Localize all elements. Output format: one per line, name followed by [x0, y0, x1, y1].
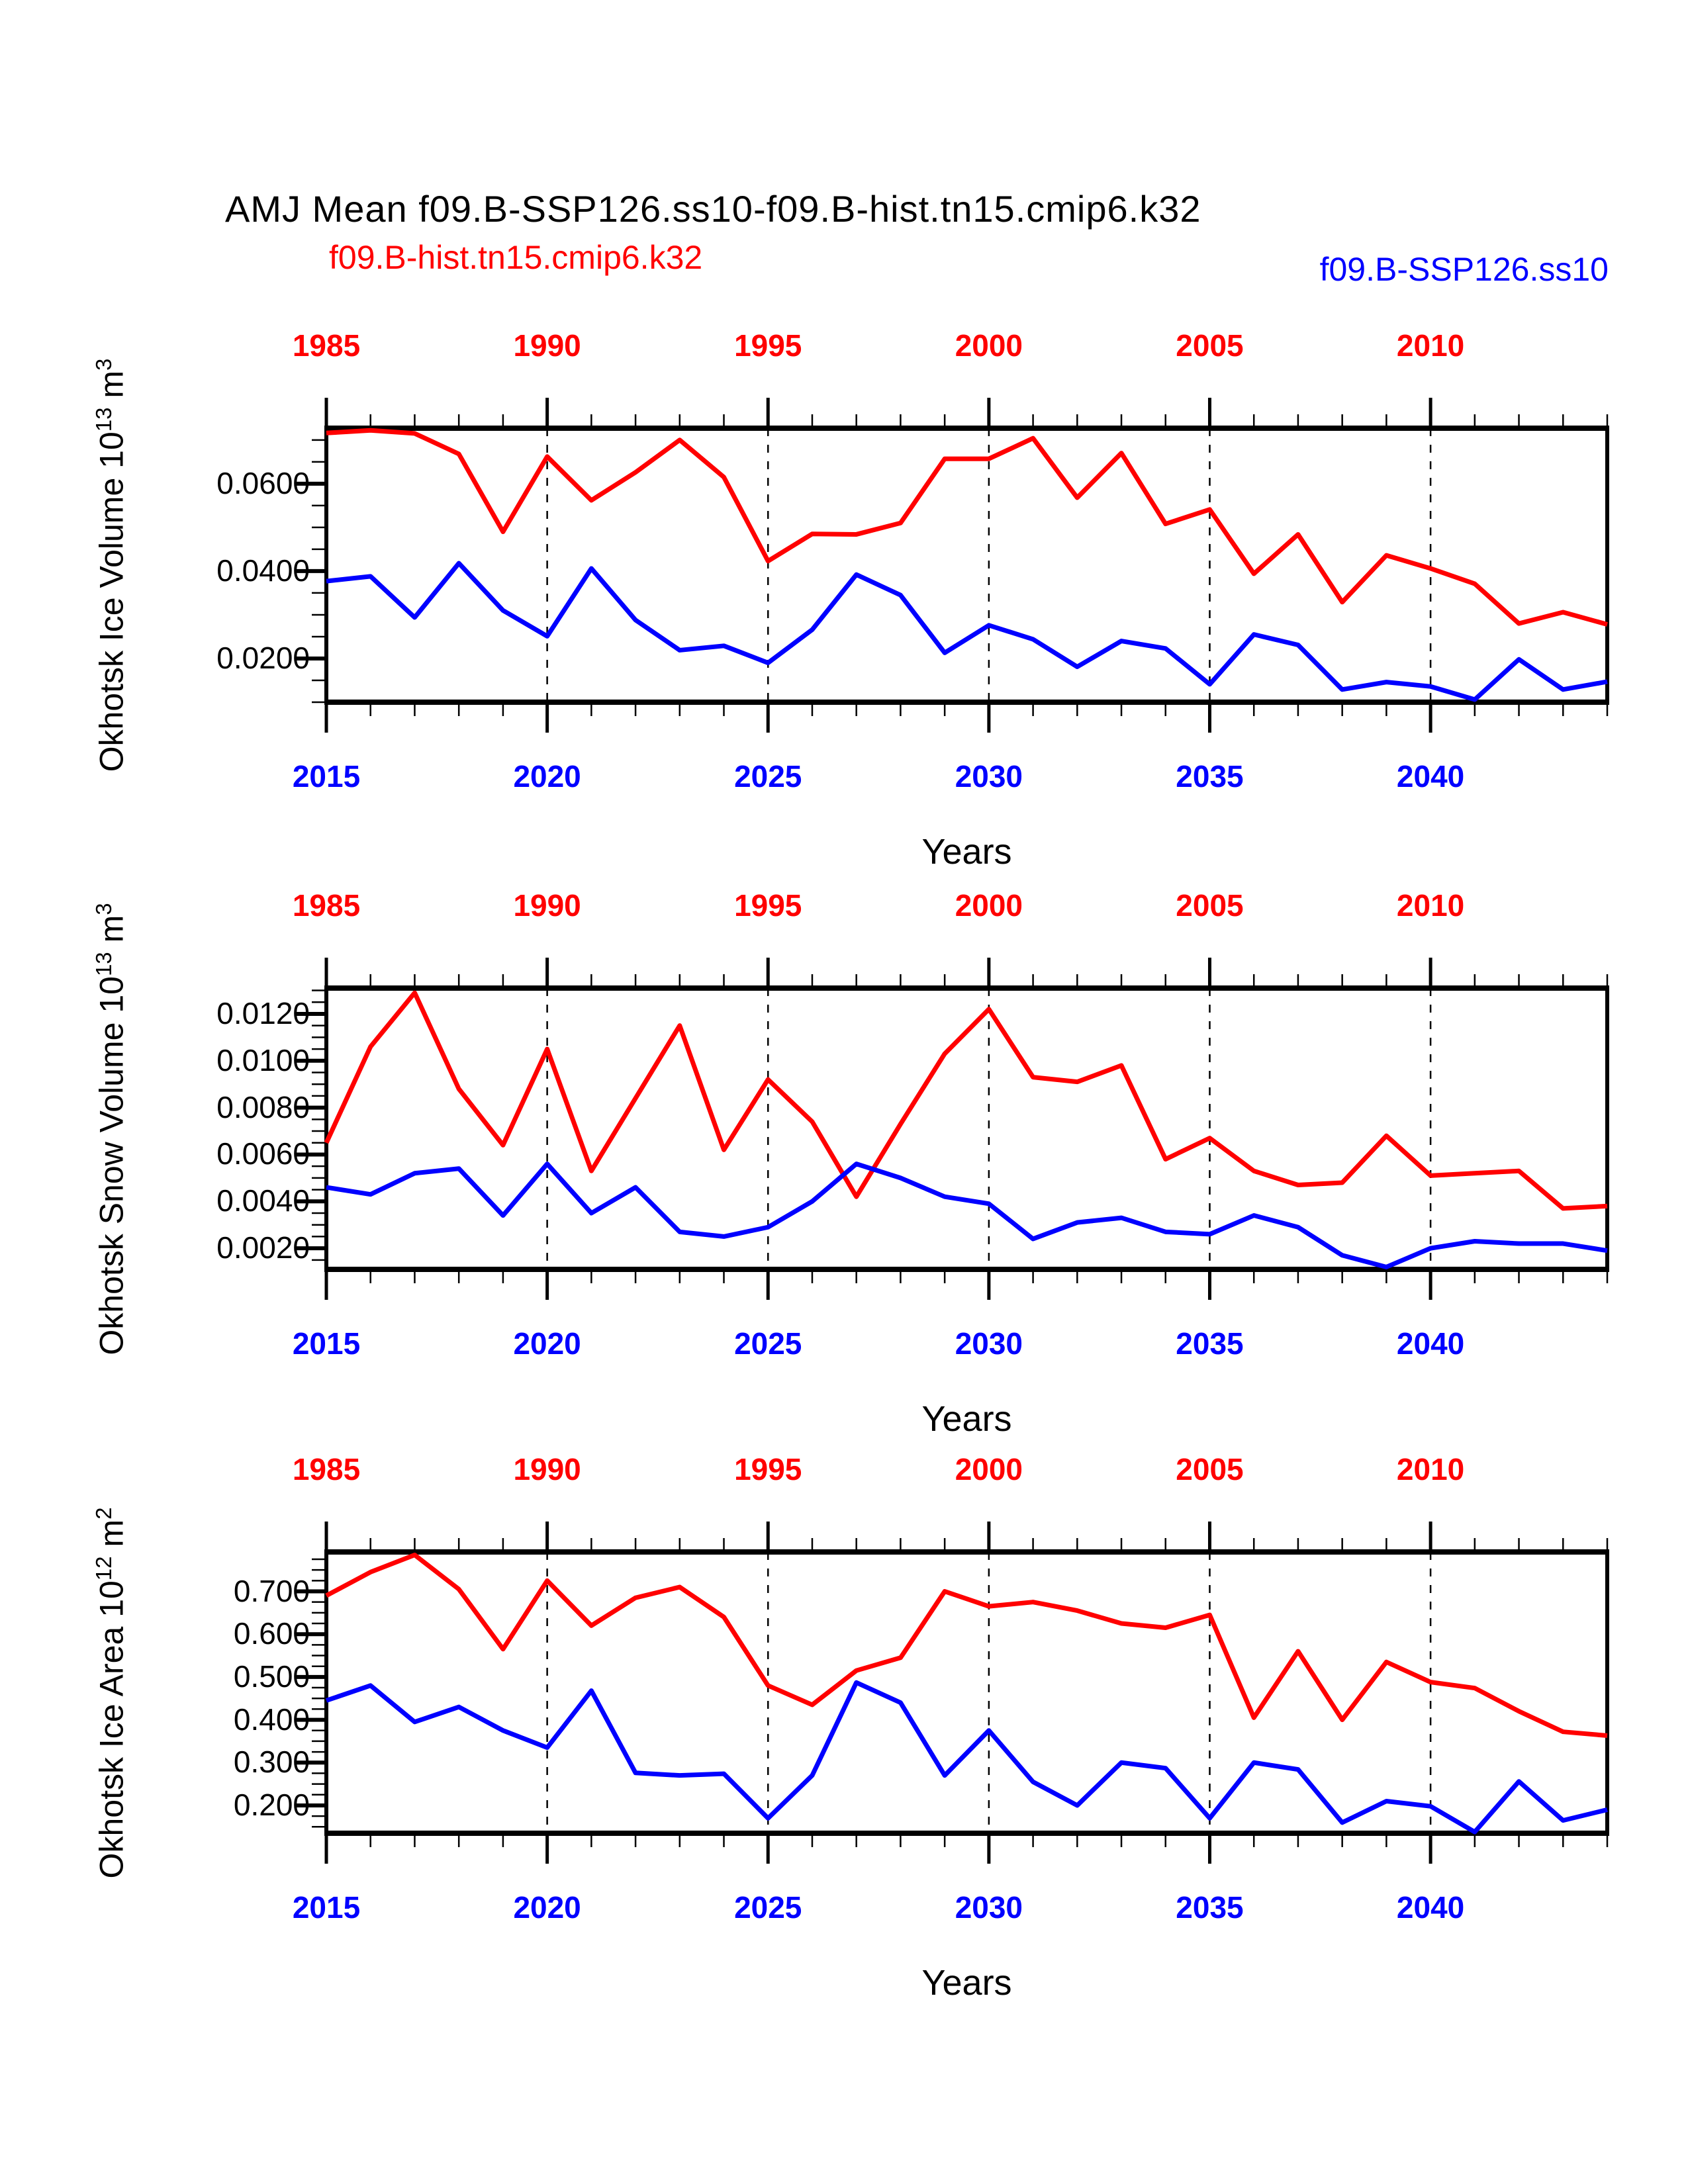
top-axis-year-label: 1990 — [513, 1452, 581, 1486]
y-axis-title-text: m — [93, 370, 130, 408]
y-tick-label: 0.700 — [233, 1573, 310, 1608]
y-axis-title-text: Okhotsk Ice Volume 10 — [93, 432, 130, 772]
y-tick-label: 0.0020 — [216, 1230, 310, 1265]
bottom-axis-year-label: 2015 — [292, 1890, 361, 1925]
y-tick-label: 0.0400 — [216, 553, 310, 588]
y-tick-label: 0.600 — [233, 1616, 310, 1651]
bottom-axis-year-label: 2015 — [292, 759, 361, 794]
bottom-axis-year-label: 2020 — [513, 1890, 581, 1925]
y-tick-label: 0.0600 — [216, 465, 310, 500]
top-axis-year-label: 2000 — [955, 328, 1023, 363]
top-axis-year-label: 2005 — [1176, 1452, 1244, 1486]
x-axis-title: Years — [921, 1399, 1012, 1439]
top-axis-year-label: 2000 — [955, 1452, 1023, 1486]
blue-series-line — [326, 1164, 1607, 1267]
y-axis-title-text: Okhotsk Ice Area 10 — [93, 1580, 130, 1878]
top-axis-year-label: 1985 — [292, 888, 361, 923]
bottom-axis-year-label: 2030 — [955, 1326, 1023, 1361]
top-axis-year-label: 2010 — [1396, 328, 1465, 363]
x-axis-title: Years — [921, 1963, 1012, 2003]
y-tick-label: 0.0100 — [216, 1042, 310, 1077]
y-tick-label: 0.300 — [233, 1745, 310, 1780]
y-axis-title-superscript: 2 — [91, 1507, 116, 1520]
top-axis-year-label: 2005 — [1176, 328, 1244, 363]
top-axis-year-label: 1990 — [513, 888, 581, 923]
top-axis-year-label: 1995 — [734, 1452, 802, 1486]
red-series-line — [326, 993, 1607, 1208]
top-axis-year-label: 2000 — [955, 888, 1023, 923]
y-tick-label: 0.200 — [233, 1787, 310, 1822]
y-axis-title-superscript: 13 — [91, 951, 116, 976]
bottom-axis-year-label: 2035 — [1176, 1890, 1244, 1925]
bottom-axis-year-label: 2030 — [955, 759, 1023, 794]
top-axis-year-label: 1985 — [292, 1452, 361, 1486]
page-title: AMJ Mean f09.B-SSP126.ss10-f09.B-hist.tn15.cmip6.k32 — [225, 188, 1201, 230]
bottom-axis-year-label: 2035 — [1176, 1326, 1244, 1361]
y-axis-title-superscript: 3 — [91, 902, 116, 915]
y-tick-label: 0.0080 — [216, 1089, 310, 1124]
bottom-axis-year-label: 2040 — [1396, 1326, 1465, 1361]
y-tick-label: 0.0200 — [216, 640, 310, 675]
y-axis-title-superscript: 12 — [91, 1555, 116, 1580]
bottom-axis-year-label: 2030 — [955, 1890, 1023, 1925]
bottom-axis-year-label: 2025 — [734, 759, 802, 794]
legend-label-ssp: f09.B-SSP126.ss10 — [1319, 251, 1609, 288]
y-tick-label: 0.400 — [233, 1702, 310, 1737]
legend-label-hist: f09.B-hist.tn15.cmip6.k32 — [329, 239, 703, 276]
top-axis-year-label: 2010 — [1396, 1452, 1465, 1486]
bottom-axis-year-label: 2020 — [513, 759, 581, 794]
bottom-axis-year-label: 2015 — [292, 1326, 361, 1361]
y-axis-title — [91, 1230, 134, 2156]
y-axis-title-superscript: 3 — [91, 358, 116, 371]
bottom-axis-year-label: 2025 — [734, 1890, 802, 1925]
x-axis-title: Years — [921, 832, 1012, 872]
y-axis-title-text: m — [93, 915, 130, 952]
y-axis-title-text: m — [93, 1519, 130, 1556]
bottom-axis-year-label: 2040 — [1396, 759, 1465, 794]
y-tick-label: 0.0040 — [216, 1183, 310, 1218]
bottom-axis-year-label: 2020 — [513, 1326, 581, 1361]
blue-series-line — [326, 1682, 1607, 1832]
top-axis-year-label: 1990 — [513, 328, 581, 363]
y-tick-label: 0.500 — [233, 1659, 310, 1694]
bottom-axis-year-label: 2035 — [1176, 759, 1244, 794]
y-axis-title-text: Okhotsk Snow Volume 10 — [93, 976, 130, 1355]
bottom-axis-year-label: 2040 — [1396, 1890, 1465, 1925]
red-series-line — [326, 1555, 1607, 1736]
y-axis-title-superscript: 13 — [91, 407, 116, 432]
top-axis-year-label: 2010 — [1396, 888, 1465, 923]
top-axis-year-label: 2005 — [1176, 888, 1244, 923]
y-tick-label: 0.0120 — [216, 995, 310, 1030]
top-axis-year-label: 1995 — [734, 888, 802, 923]
top-axis-year-label: 1995 — [734, 328, 802, 363]
y-tick-label: 0.0060 — [216, 1136, 310, 1171]
top-axis-year-label: 1985 — [292, 328, 361, 363]
bottom-axis-year-label: 2025 — [734, 1326, 802, 1361]
red-series-line — [326, 430, 1607, 624]
blue-series-line — [326, 563, 1607, 700]
